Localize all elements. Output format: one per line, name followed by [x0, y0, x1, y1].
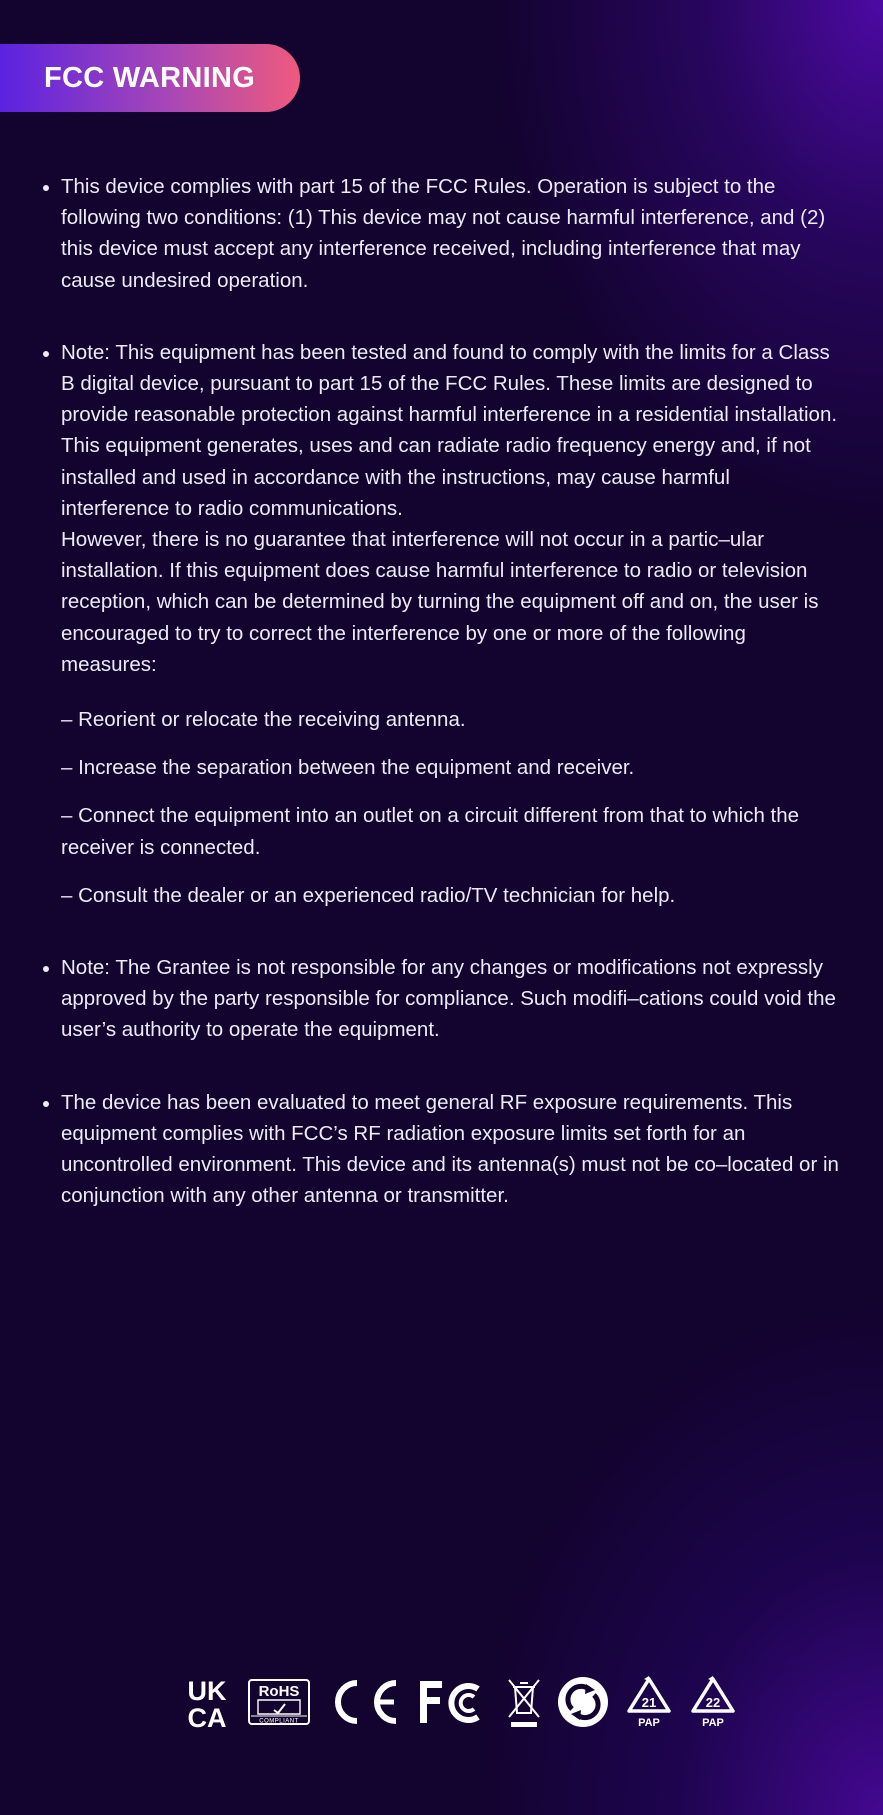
recycling-pap-21-icon [624, 1675, 674, 1729]
section-3-text: Note: The Grantee is not responsible for any changes or modifications not expressly approved by the party responsible for compliance. Such modifi–cations could void the user’s authority to operate the equipment. [61, 956, 836, 1042]
page-title: FCC WARNING [44, 61, 256, 94]
section-1-text: This device complies with part 15 of the FCC Rules. Operation is subject to the following two conditions: (1) This device may not cause harmful interference, and (2) this device must accept any interference received, including interference that may cause undesired operation. [61, 175, 826, 292]
pap-22-number: 22 [705, 1695, 721, 1710]
ce-mark-icon [324, 1675, 402, 1729]
recycle-circle-icon [556, 1675, 610, 1729]
rohs-badge-icon [248, 1679, 310, 1725]
measure-item: – Consult the dealer or an experienced radio/TV technician for help. [61, 883, 676, 907]
pap-22-label: PAP [702, 1717, 724, 1729]
section-2-paragraph-2: However, there is no guarantee that interference will not occur in a partic–ular installation. If this equipment does cause harmful interference to radio or television reception, which can be determined by turning the equipment off and on, the user is encouraged to try to correct the interference by one or more of the following measures: [61, 528, 819, 676]
rohs-title: RoHS [258, 1683, 300, 1700]
measure-item: – Reorient or relocate the receiving antenna. [61, 708, 466, 732]
measures-list [61, 704, 842, 911]
measure-item: – Connect the equipment into an outlet on a circuit different from that to which the receiver is connected. [61, 804, 800, 859]
fcc-mark-icon [416, 1675, 492, 1729]
recycling-pap-22-icon [688, 1675, 738, 1729]
list-item [42, 1087, 842, 1212]
warning-content [42, 171, 842, 1211]
weee-bin-icon [506, 1675, 542, 1729]
pap-21-label: PAP [638, 1717, 660, 1729]
pap-21-number: 21 [641, 1695, 657, 1710]
section-2-paragraph-1: Note: This equipment has been tested and found to comply with the limits for a Class B digital device, pursuant to part 15 of the FCC Rules. These limits are designed to provide reasonable protection against harmful interference in a residential installation. This equipment generates, uses and can radiate radio frequency energy and, if not installed and used in accordance with the instructions, may cause harmful interference to radio communications. [61, 340, 838, 520]
measure-item: – Increase the separation between the equipment and receiver. [61, 756, 635, 780]
list-item [42, 952, 842, 1046]
rohs-sub: COMPLIANT [259, 1718, 299, 1725]
ukca-mark-icon [180, 1675, 234, 1729]
ukca-line2: CA [187, 1703, 227, 1729]
ukca-line1: UK [187, 1676, 227, 1706]
list-item [42, 171, 842, 296]
section-4-text: The device has been evaluated to meet general RF exposure requirements. This equipment complies with FCC’s RF radiation exposure limits set forth for an uncontrolled environment. This device and its antenna(s) must not be co–located or in conjunction with any other antenna or transmitter. [61, 1090, 839, 1208]
header-pill [0, 44, 300, 112]
certification-logos [180, 1672, 738, 1732]
list-item [42, 337, 842, 911]
